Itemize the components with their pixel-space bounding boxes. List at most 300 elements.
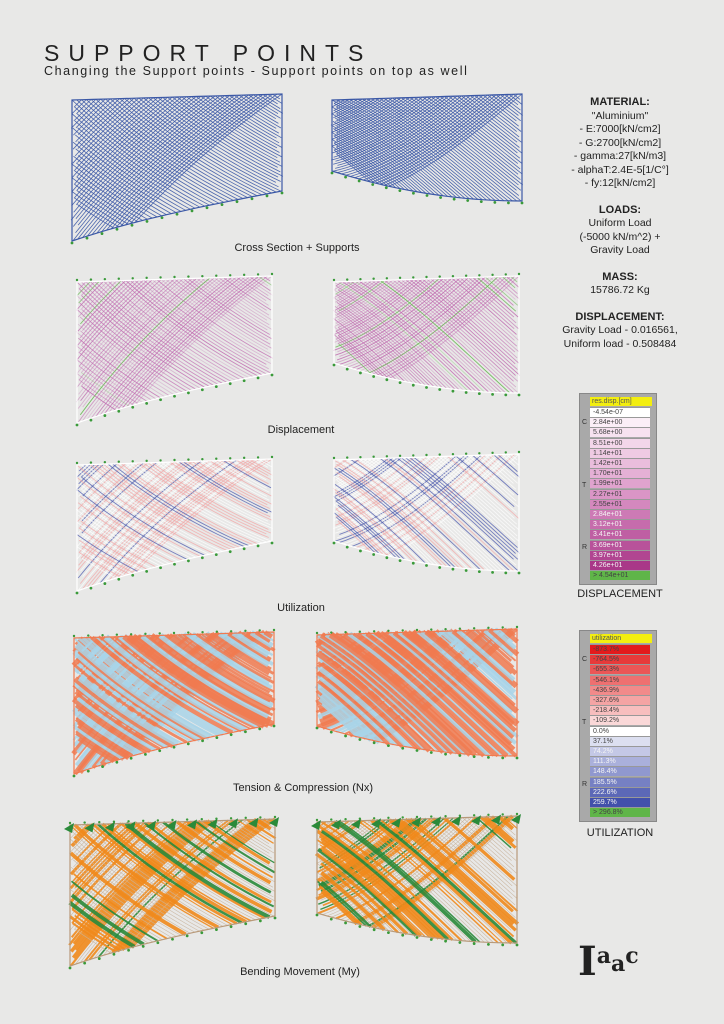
iaac-logo-c: c bbox=[625, 943, 639, 969]
material-alpha: - alphaT:2.4E-5[1/C°] bbox=[571, 163, 669, 176]
support-point bbox=[173, 746, 176, 749]
support-point bbox=[373, 817, 375, 819]
support-point bbox=[516, 626, 518, 628]
support-point bbox=[245, 817, 247, 819]
support-point bbox=[76, 592, 79, 595]
support-point bbox=[358, 180, 361, 183]
support-point bbox=[90, 461, 92, 463]
support-point bbox=[271, 273, 273, 275]
support-point bbox=[502, 813, 504, 815]
support-point bbox=[359, 631, 361, 633]
support-point bbox=[504, 393, 507, 396]
legend-row: 3.41e+01 bbox=[590, 529, 650, 539]
support-point bbox=[244, 730, 247, 733]
caption-displacement: Displacement bbox=[267, 424, 335, 436]
support-point bbox=[412, 562, 415, 565]
mesh-member bbox=[435, 457, 519, 530]
support-point bbox=[425, 564, 428, 567]
support-point bbox=[430, 815, 432, 817]
bending-right-mesh bbox=[305, 812, 525, 962]
utilization-right-figure bbox=[322, 450, 527, 590]
support-point bbox=[251, 197, 254, 200]
support-point bbox=[516, 813, 518, 815]
legend-row: 1.14e+01 bbox=[590, 448, 650, 458]
support-point bbox=[201, 631, 203, 633]
support-point bbox=[444, 815, 446, 817]
support-point bbox=[101, 232, 104, 235]
tension-left-mesh bbox=[62, 628, 282, 778]
mesh-member bbox=[431, 97, 518, 164]
support-point bbox=[385, 186, 388, 189]
bending-right-figure bbox=[305, 812, 525, 962]
support-point bbox=[491, 274, 493, 276]
support-point bbox=[316, 819, 318, 821]
displacement-right-mesh bbox=[322, 272, 527, 412]
utilization-left-figure bbox=[65, 455, 280, 595]
support-point bbox=[487, 627, 489, 629]
support-point bbox=[273, 725, 276, 728]
legend-row: 1.70e+01 bbox=[590, 468, 650, 478]
loads-heading: LOADS: bbox=[598, 203, 642, 216]
support-point bbox=[458, 754, 461, 757]
support-point bbox=[493, 201, 496, 204]
displacement-legend-title: DISPLACEMENT bbox=[577, 588, 663, 600]
support-point bbox=[201, 458, 203, 460]
support-point bbox=[236, 200, 239, 203]
legend-row: 74.2% bbox=[590, 746, 650, 756]
support-point bbox=[215, 385, 218, 388]
utilization-legend bbox=[579, 630, 657, 822]
support-point bbox=[142, 945, 145, 948]
mesh-member bbox=[431, 279, 515, 352]
support-point bbox=[399, 455, 401, 457]
support-point bbox=[505, 451, 507, 453]
support-point bbox=[487, 943, 490, 946]
support-point bbox=[385, 556, 388, 559]
support-point bbox=[401, 934, 404, 937]
support-point bbox=[452, 568, 455, 571]
support-point bbox=[444, 753, 447, 756]
mass-heading: MASS: bbox=[602, 270, 638, 283]
support-point bbox=[98, 821, 100, 823]
support-point bbox=[69, 967, 72, 970]
support-point bbox=[487, 814, 489, 816]
support-point bbox=[399, 559, 402, 562]
support-point bbox=[206, 206, 209, 209]
support-point bbox=[458, 941, 461, 944]
support-point bbox=[144, 633, 146, 635]
support-point bbox=[331, 172, 334, 175]
support-point bbox=[402, 816, 404, 818]
support-point bbox=[69, 822, 71, 824]
support-point bbox=[491, 452, 493, 454]
legend-row: 2.84e+01 bbox=[590, 509, 650, 519]
support-point bbox=[438, 566, 441, 569]
support-point bbox=[373, 741, 376, 744]
cross-section-left-figure bbox=[60, 90, 290, 245]
support-point bbox=[244, 630, 246, 632]
support-point bbox=[399, 381, 402, 384]
support-point bbox=[113, 953, 116, 956]
support-point bbox=[426, 194, 429, 197]
support-point bbox=[159, 459, 161, 461]
legend-row: 1.42e+01 bbox=[590, 458, 650, 468]
support-point bbox=[115, 761, 118, 764]
support-point bbox=[358, 738, 361, 741]
support-point bbox=[401, 747, 404, 750]
support-point bbox=[478, 570, 481, 573]
loads-line: Gravity Load bbox=[590, 244, 650, 256]
iaac-logo-a1: a bbox=[596, 943, 611, 969]
support-point bbox=[346, 368, 349, 371]
support-point bbox=[330, 818, 332, 820]
support-point bbox=[187, 560, 190, 563]
support-point bbox=[465, 391, 468, 394]
material-name: "Aluminium" bbox=[591, 109, 649, 122]
legend-row: 37.1% bbox=[590, 736, 650, 746]
support-point bbox=[430, 938, 433, 941]
support-point bbox=[386, 455, 388, 457]
support-point bbox=[101, 634, 103, 636]
support-point bbox=[346, 456, 348, 458]
support-point bbox=[425, 454, 427, 456]
support-point bbox=[259, 629, 261, 631]
support-point bbox=[387, 817, 389, 819]
legend-row: 8.51e+00 bbox=[590, 438, 650, 448]
support-point bbox=[516, 757, 519, 760]
support-point bbox=[118, 278, 120, 280]
support-point bbox=[187, 631, 189, 633]
support-point bbox=[176, 213, 179, 216]
support-point bbox=[142, 820, 144, 822]
legend-row: > 296.8% bbox=[590, 807, 650, 817]
support-point bbox=[171, 938, 174, 941]
material-block bbox=[540, 96, 700, 191]
support-point bbox=[266, 194, 269, 197]
legend-row: 148.4% bbox=[590, 766, 650, 776]
legend-row: -764.5% bbox=[590, 654, 650, 664]
legend-row: -109.2% bbox=[590, 715, 650, 725]
support-point bbox=[186, 818, 188, 820]
support-point bbox=[215, 736, 218, 739]
support-point bbox=[491, 393, 494, 396]
support-point bbox=[333, 279, 335, 281]
legend-row: 5.68e+00 bbox=[590, 427, 650, 437]
support-point bbox=[104, 278, 106, 280]
support-point bbox=[372, 456, 374, 458]
utilization-right-mesh bbox=[322, 450, 527, 590]
support-point bbox=[171, 819, 173, 821]
support-point bbox=[200, 931, 203, 934]
support-point bbox=[412, 192, 415, 195]
cross-section-right-figure bbox=[320, 90, 530, 220]
support-point bbox=[86, 237, 89, 240]
support-point bbox=[173, 276, 175, 278]
support-point bbox=[158, 749, 161, 752]
mesh-member bbox=[435, 279, 519, 352]
support-point bbox=[216, 631, 218, 633]
caption-cross-section: Cross Section + Supports bbox=[234, 242, 360, 254]
support-point bbox=[452, 390, 455, 393]
support-point bbox=[98, 957, 101, 960]
support-point bbox=[346, 546, 349, 549]
legend-row: 3.97e+01 bbox=[590, 550, 650, 560]
support-point bbox=[385, 378, 388, 381]
material-fy: - fy:12[kN/cm2] bbox=[584, 177, 656, 189]
support-point bbox=[439, 275, 441, 277]
support-point bbox=[159, 398, 162, 401]
support-point bbox=[387, 744, 390, 747]
support-point bbox=[316, 632, 318, 634]
info-panel bbox=[540, 96, 700, 364]
support-point bbox=[159, 276, 161, 278]
support-point bbox=[132, 460, 134, 462]
legend-row: 1.99e+01 bbox=[590, 478, 650, 488]
support-point bbox=[416, 749, 419, 752]
support-point bbox=[478, 452, 480, 454]
support-point bbox=[173, 459, 175, 461]
support-point bbox=[274, 816, 276, 818]
support-point bbox=[271, 542, 274, 545]
support-point bbox=[101, 765, 104, 768]
displacement-legend-header: res.disp.[cm] bbox=[590, 397, 652, 406]
support-point bbox=[271, 374, 274, 377]
support-point bbox=[507, 201, 510, 204]
support-point bbox=[372, 375, 375, 378]
support-point bbox=[452, 275, 454, 277]
support-point bbox=[117, 410, 120, 413]
support-point bbox=[516, 944, 519, 947]
support-point bbox=[344, 818, 346, 820]
support-point bbox=[344, 176, 347, 179]
support-point bbox=[518, 394, 521, 397]
support-point bbox=[187, 392, 190, 395]
iaac-logo-mark: I bbox=[578, 938, 597, 985]
support-point bbox=[244, 922, 247, 925]
legend-row: 3.69e+01 bbox=[590, 540, 650, 550]
support-point bbox=[145, 570, 148, 573]
support-point bbox=[316, 914, 319, 917]
support-point bbox=[201, 388, 204, 391]
support-point bbox=[230, 733, 233, 736]
support-point bbox=[501, 943, 504, 946]
support-point bbox=[473, 814, 475, 816]
tension-right-mesh bbox=[305, 625, 525, 775]
bending-left-figure bbox=[58, 815, 283, 970]
support-point bbox=[344, 631, 346, 633]
support-point bbox=[156, 941, 159, 944]
support-point bbox=[201, 818, 203, 820]
support-point bbox=[215, 275, 217, 277]
tension-right-figure bbox=[305, 625, 525, 775]
support-point bbox=[257, 544, 260, 547]
support-point bbox=[344, 922, 347, 925]
support-point bbox=[333, 542, 336, 545]
legend-row: 3.12e+01 bbox=[590, 519, 650, 529]
support-point bbox=[230, 817, 232, 819]
support-point bbox=[90, 278, 92, 280]
support-point bbox=[159, 632, 161, 634]
legend-side-letter: C bbox=[582, 419, 588, 426]
displacement-legend bbox=[579, 393, 657, 585]
support-point bbox=[131, 574, 134, 577]
support-point bbox=[161, 216, 164, 219]
legend-side-letter: T bbox=[582, 482, 587, 489]
support-point bbox=[103, 414, 106, 417]
legend-row: -218.4% bbox=[590, 705, 650, 715]
support-point bbox=[257, 456, 259, 458]
caption-bending-moment: Bending Movement (My) bbox=[240, 966, 360, 978]
support-point bbox=[373, 630, 375, 632]
support-point bbox=[372, 278, 374, 280]
support-point bbox=[230, 630, 232, 632]
loads-block bbox=[540, 204, 700, 258]
support-point bbox=[257, 376, 260, 379]
legend-row: 111.3% bbox=[590, 756, 650, 766]
support-point bbox=[229, 382, 232, 385]
support-point bbox=[173, 563, 176, 566]
displacement-left-figure bbox=[65, 272, 280, 427]
support-point bbox=[116, 634, 118, 636]
support-point bbox=[438, 388, 441, 391]
support-point bbox=[71, 242, 74, 245]
support-point bbox=[430, 628, 432, 630]
support-point bbox=[258, 727, 261, 730]
support-point bbox=[90, 587, 93, 590]
support-point bbox=[159, 566, 162, 569]
iaac-logo-a2: a bbox=[610, 951, 626, 977]
support-point bbox=[371, 183, 374, 186]
displacement-heading: DISPLACEMENT: bbox=[575, 310, 665, 323]
mass-block bbox=[540, 271, 700, 298]
support-point bbox=[416, 936, 419, 939]
support-point bbox=[131, 406, 134, 409]
support-point bbox=[439, 196, 442, 199]
caption-utilization: Utilization bbox=[277, 602, 325, 614]
support-point bbox=[473, 755, 476, 758]
support-point bbox=[316, 727, 319, 730]
support-point bbox=[173, 632, 175, 634]
support-point bbox=[201, 556, 204, 559]
support-point bbox=[466, 199, 469, 202]
support-point bbox=[281, 192, 284, 195]
legend-row: -436.9% bbox=[590, 685, 650, 695]
legend-side-letter: T bbox=[582, 719, 587, 726]
support-point bbox=[76, 462, 78, 464]
legend-row: 185.5% bbox=[590, 777, 650, 787]
support-point bbox=[229, 550, 232, 553]
support-point bbox=[215, 553, 218, 556]
support-point bbox=[373, 928, 376, 931]
cross-section-right-mesh bbox=[320, 90, 530, 220]
cross-section-left-mesh bbox=[60, 90, 290, 245]
legend-row: -4.54e-07 bbox=[590, 407, 650, 417]
support-point bbox=[487, 756, 490, 759]
support-point bbox=[502, 626, 504, 628]
legend-row: > 4.54e+01 bbox=[590, 570, 650, 580]
support-point bbox=[439, 453, 441, 455]
support-point bbox=[425, 276, 427, 278]
support-point bbox=[243, 379, 246, 382]
support-point bbox=[387, 630, 389, 632]
support-point bbox=[372, 553, 375, 556]
legend-row: 259.7% bbox=[590, 797, 650, 807]
material-e: - E:7000[kN/cm2] bbox=[579, 123, 661, 135]
mass-value: 15786.72 Kg bbox=[590, 284, 650, 296]
displacement-uniform: Uniform load - 0.508484 bbox=[563, 337, 677, 350]
legend-row: -327.6% bbox=[590, 695, 650, 705]
loads-line: Uniform Load bbox=[588, 217, 652, 229]
support-point bbox=[103, 582, 106, 585]
support-point bbox=[402, 629, 404, 631]
support-point bbox=[87, 770, 90, 773]
material-heading: MATERIAL: bbox=[590, 96, 650, 108]
support-point bbox=[201, 739, 204, 742]
support-point bbox=[191, 210, 194, 213]
support-point bbox=[83, 821, 85, 823]
support-point bbox=[187, 743, 190, 746]
support-point bbox=[358, 925, 361, 928]
displacement-gravity: Gravity Load - 0.016561, bbox=[562, 324, 678, 336]
support-point bbox=[412, 454, 414, 456]
support-point bbox=[465, 569, 468, 572]
support-point bbox=[359, 372, 362, 375]
support-point bbox=[257, 273, 259, 275]
legend-side-letter: R bbox=[582, 544, 588, 551]
support-point bbox=[333, 457, 335, 459]
support-point bbox=[459, 628, 461, 630]
support-point bbox=[187, 458, 189, 460]
moment-glyph bbox=[311, 820, 321, 830]
support-point bbox=[229, 457, 231, 459]
displacement-left-mesh bbox=[65, 272, 280, 427]
support-point bbox=[273, 629, 275, 631]
support-point bbox=[243, 457, 245, 459]
support-point bbox=[243, 547, 246, 550]
support-point bbox=[518, 572, 521, 575]
support-point bbox=[131, 224, 134, 227]
support-point bbox=[127, 820, 129, 822]
support-point bbox=[76, 424, 79, 427]
support-point bbox=[229, 274, 231, 276]
support-point bbox=[412, 384, 415, 387]
displacement-block bbox=[540, 311, 700, 352]
support-point bbox=[201, 275, 203, 277]
support-point bbox=[83, 962, 86, 965]
loads-line: (-5000 kN/m^2) + bbox=[579, 230, 661, 243]
mesh-member bbox=[436, 97, 522, 164]
support-point bbox=[491, 571, 494, 574]
support-point bbox=[480, 200, 483, 203]
support-point bbox=[330, 918, 333, 921]
support-point bbox=[453, 198, 456, 201]
support-point bbox=[73, 635, 75, 637]
legend-row: 222.6% bbox=[590, 787, 650, 797]
support-point bbox=[430, 751, 433, 754]
support-point bbox=[359, 550, 362, 553]
support-point bbox=[412, 276, 414, 278]
support-point bbox=[157, 819, 159, 821]
support-point bbox=[87, 634, 89, 636]
utilization-legend-header: utilization bbox=[590, 634, 652, 643]
support-point bbox=[243, 274, 245, 276]
legend-side-letter: C bbox=[582, 656, 588, 663]
page-title: SUPPORT POINTS bbox=[44, 40, 373, 66]
support-point bbox=[130, 633, 132, 635]
legend-side-letter: R bbox=[582, 781, 588, 788]
support-point bbox=[90, 419, 93, 422]
support-point bbox=[146, 220, 149, 223]
